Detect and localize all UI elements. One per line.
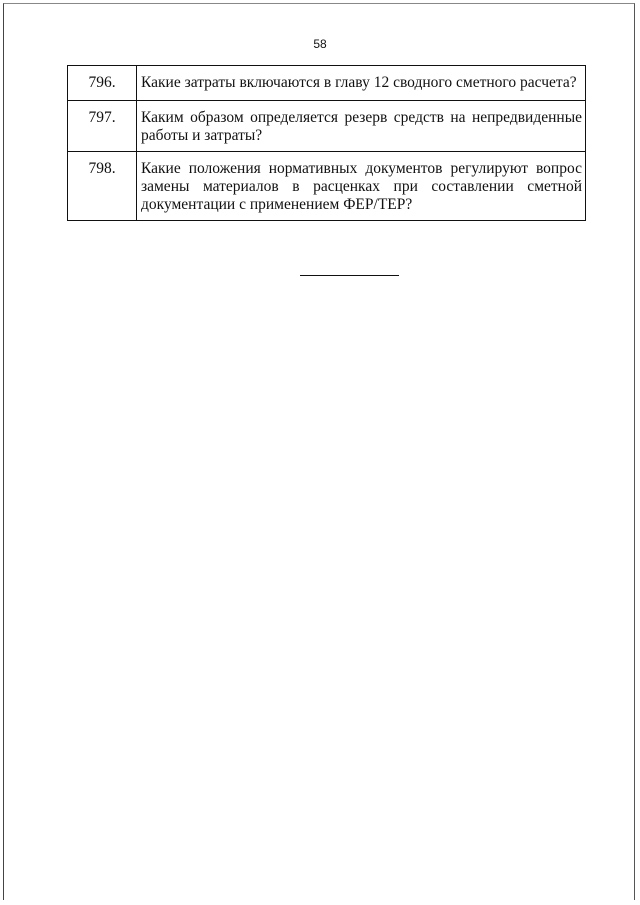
question-text: Какие затраты включаются в главу 12 сводного сметного расчета? [137,66,586,101]
questions-table [67,65,586,221]
question-number: 797. [68,101,137,152]
table-row [68,152,586,221]
question-text: Каким образом определяется резерв средств на непредвиденные работы и затраты? [137,101,586,152]
separator-line [300,275,399,276]
question-number: 796. [68,66,137,101]
question-number: 798. [68,152,137,221]
question-text: Какие положения нормативных документов регулируют вопрос замены материалов в расценках при составлении сметной документации с применением ФЕР/ТЕР? [137,152,586,221]
page-number: 58 [313,37,327,51]
table-row [68,66,586,101]
table-row [68,101,586,152]
